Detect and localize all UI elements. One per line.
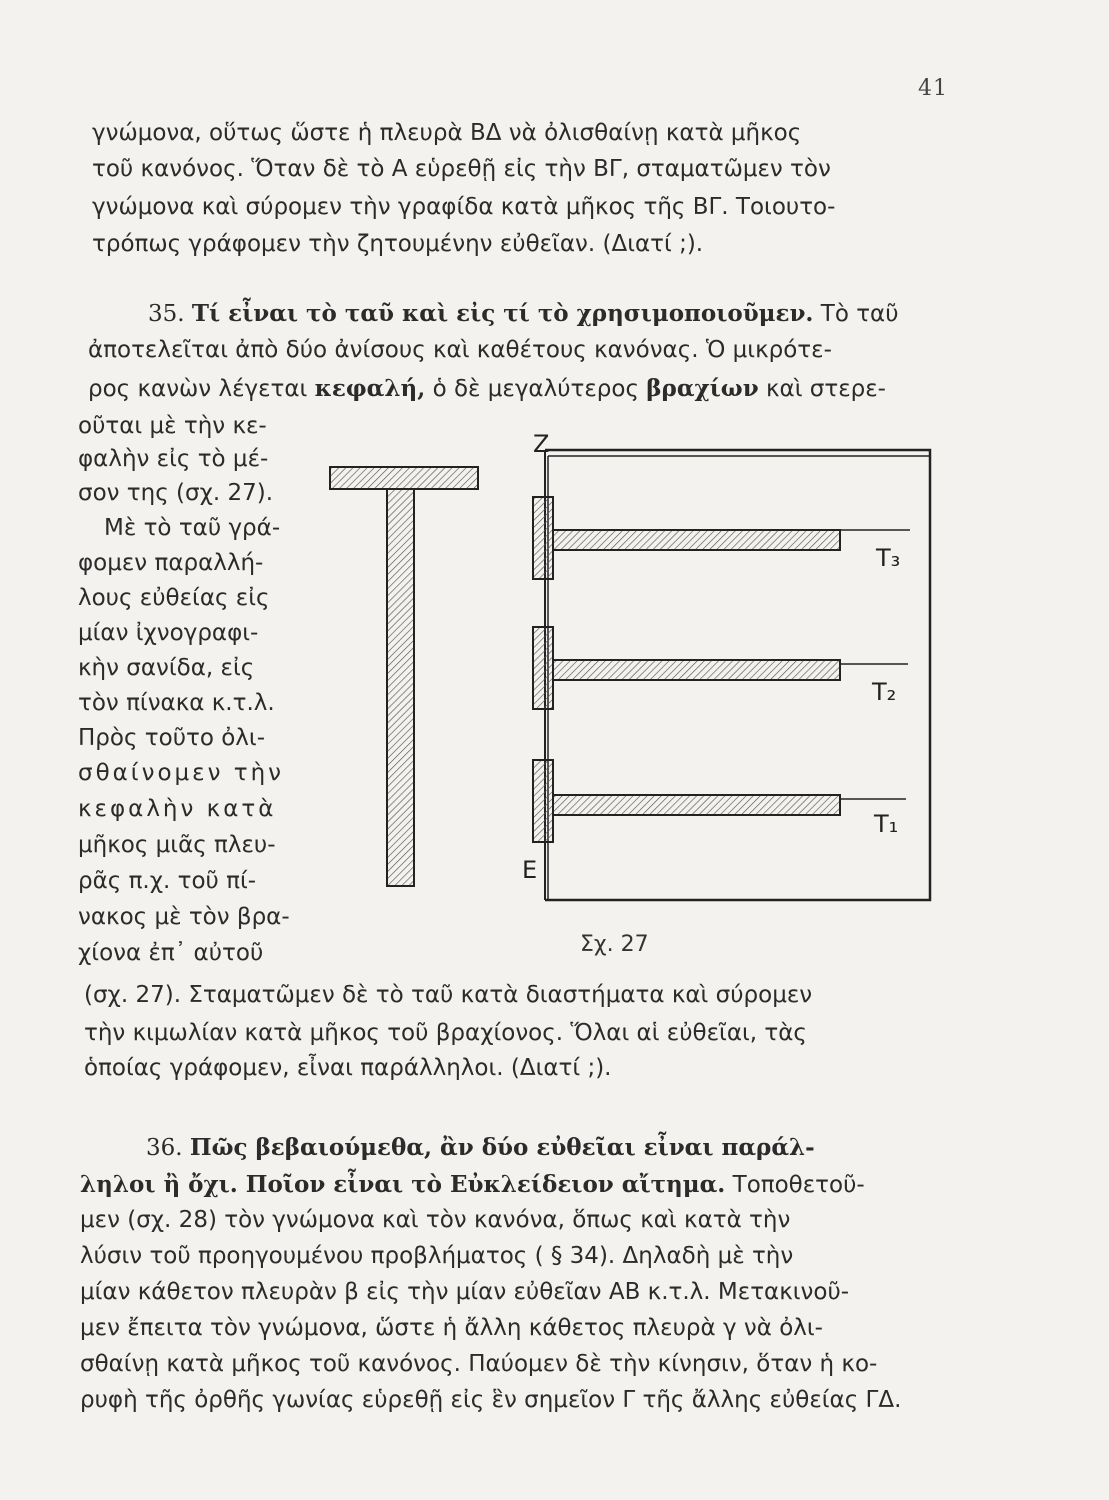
text-line: ἀποτελεῖται ἀπὸ δύο ἀνίσους καὶ καθέτους κανόνας. Ὁ μικρότε- <box>88 337 832 363</box>
text-line: σθαίνομεν τὴν <box>78 760 285 786</box>
text-line: μῆκος μιᾶς πλευ- <box>78 832 276 858</box>
text-line: κὴν σανίδα, εἰς <box>78 655 255 681</box>
label-z: Z <box>533 430 550 458</box>
text-fragment: ρος κανὼν λέγεται <box>88 376 308 402</box>
t-square-3 <box>533 497 910 579</box>
label-t2: T₂ <box>872 678 897 706</box>
t-square-2 <box>533 627 908 709</box>
text-line: τοῦ κανόνος. Ὅταν δὲ τὸ Α εὑρεθῇ εἰς τὴν ΒΓ, σταματῶμεν τὸν <box>92 156 831 182</box>
text-line: τρόπως γράφομεν τὴν ζητουμένην εὐθεῖαν. (Διατί ;). <box>92 231 704 257</box>
text-line: λύσιν τοῦ προηγουμένου προβλήματος ( § 34). Δηλαδὴ μὲ τὴν <box>80 1243 794 1269</box>
section-number: 36. <box>146 1135 183 1161</box>
term-brachion: βραχίων <box>646 375 759 402</box>
text-fragment: καὶ στερε- <box>765 376 886 402</box>
text-line: κεφαλὴν κατὰ <box>78 796 277 822</box>
text-line: χίονα ἐπ᾽ αὐτοῦ <box>78 940 264 966</box>
text-line: Πρὸς τοῦτο ὀλι- <box>78 725 265 751</box>
text-line: ρᾶς π.χ. τοῦ πί- <box>78 868 257 894</box>
text-line: τὸν πίνακα κ.τ.λ. <box>78 690 275 716</box>
text-line: μίαν κάθετον πλευρὰν β εἰς τὴν μίαν εὐθεῖαν ΑΒ κ.τ.λ. Μετακινοῦ- <box>80 1279 850 1305</box>
section-title: ληλοι ἢ ὄχι. Ποῖον εἶναι τὸ Εὐκλείδειον αἴτημα. <box>80 1171 726 1198</box>
text-line: γνώμονα καὶ σύρομεν τὴν γραφίδα κατὰ μῆκος τῆς ΒΓ. Τοιουτο- <box>92 194 836 220</box>
text-line: μεν (σχ. 28) τὸν γνώμονα καὶ τὸν κανόνα, ὅπως καὶ κατὰ τὴν <box>80 1207 791 1233</box>
text-line: μεν ἔπειτα τὸν γνώμονα, ὥστε ἡ ἄλλη κάθετος πλευρὰ γ νὰ ὀλι- <box>80 1315 823 1341</box>
text-line: (σχ. 27). Σταματῶμεν δὲ τὸ ταῦ κατὰ διαστήματα καὶ σύρομεν <box>84 982 813 1008</box>
section-title: Τί εἶναι τὸ ταῦ καὶ εἰς τί τὸ χρησιμοποιοῦμεν. <box>191 300 814 327</box>
t-square-standalone <box>330 467 478 886</box>
section-number: 35. <box>148 301 185 327</box>
text-line: γνώμονα, οὕτως ὥστε ἡ πλευρὰ ΒΔ νὰ ὀλισθαίνῃ κατὰ μῆκος <box>92 120 802 146</box>
text-fragment: ὁ δὲ μεγαλύτερος <box>432 376 639 402</box>
label-e: E <box>522 856 538 884</box>
text-line: λους εὐθείας εἰς <box>78 585 270 611</box>
text-line: φομεν παραλλή- <box>78 550 264 576</box>
label-t1: T₁ <box>874 810 899 838</box>
text-line: ρυφὴ τῆς ὀρθῆς γωνίας εὑρεθῇ εἰς ἓν σημεῖον Γ τῆς ἄλλης εὐθείας ΓΔ. <box>80 1387 902 1413</box>
text-fragment: Τοποθετοῦ- <box>732 1172 865 1198</box>
text-line: μίαν ἰχνογραφι- <box>78 620 259 646</box>
text-line: νακος μὲ τὸν βρα- <box>78 904 290 930</box>
t-square-blade <box>387 489 414 886</box>
t-square-head <box>330 467 478 489</box>
text-line: σον της (σχ. 27). <box>78 480 274 506</box>
text-line: οῦται μὲ τὴν κε- <box>78 413 267 439</box>
text-line: σθαίνῃ κατὰ μῆκος τοῦ κανόνος. Παύομεν δὲ τὴν κίνησιν, ὅταν ἡ κο- <box>80 1351 878 1377</box>
section-title: Πῶς βεβαιούμεθα, ἂν δύο εὐθεῖαι εἶναι παράλ- <box>189 1134 815 1161</box>
page-number: 41 <box>918 76 948 101</box>
section-heading <box>146 1134 815 1161</box>
label-t3: T₃ <box>876 544 901 572</box>
t-square-1 <box>533 760 906 842</box>
text-line: Μὲ τὸ ταῦ γρά- <box>104 515 281 541</box>
figure-caption: Σχ. 27 <box>580 932 649 957</box>
text-line: τὴν κιμωλίαν κατὰ μῆκος τοῦ βραχίονος. Ὅλαι αἱ εὐθεῖαι, τὰς <box>84 1020 807 1046</box>
text-line: ὁποίας γράφομεν, εἶναι παράλληλοι. (Διατί ;). <box>84 1055 612 1081</box>
section-heading-cont <box>80 1171 865 1198</box>
term-kefali: κεφαλή, <box>314 375 426 402</box>
text-fragment: Τὸ ταῦ <box>820 301 899 327</box>
text-line: φαλὴν εἰς τὸ μέ- <box>78 446 269 472</box>
